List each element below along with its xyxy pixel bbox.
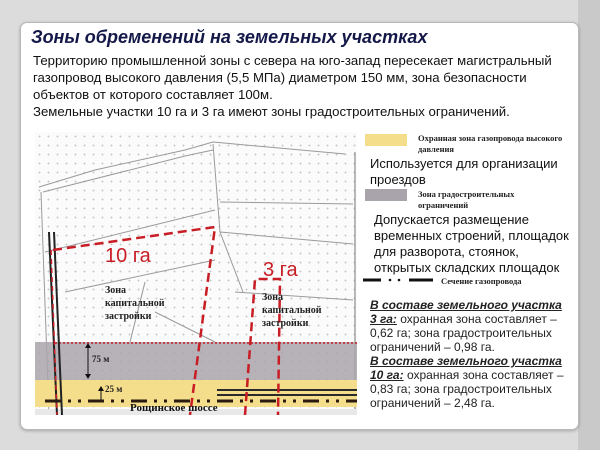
dim-75m-label: 75 м: [92, 354, 110, 364]
legend-pipeline-label: Сечение газопровода: [441, 276, 522, 286]
cadastral-map: [35, 132, 357, 415]
background-stripe: [578, 0, 600, 450]
slide-title: Зоны обременений на земельных участках: [31, 27, 428, 47]
zone-capital-small-label: Зона капитальной застройки: [262, 292, 322, 329]
info-header-10ha: В составе земельного участка: [370, 354, 562, 368]
info-plot-10ha: 10 га:: [370, 368, 404, 382]
dim-25m-label: 25 м: [105, 384, 123, 394]
info-text-3ha: охранная зона составляет – 0,62 га; зона градостроительных ограничений – 0,98 га.: [370, 312, 557, 354]
intro-paragraph: Территорию промышленной зоны с севера на юго-запад пересекает магистральный газопровод высокого давления (5,5 МПа) диаметром 150 мм, зона безопасности объектов от которого составляет 100м.: [33, 53, 552, 102]
map-drawing: [35, 132, 357, 415]
info-header-3ha: В составе земельного участка: [370, 298, 562, 312]
legend-pipeline-line-icon: [363, 277, 433, 283]
info-plot-3ha: 3 га:: [370, 312, 397, 326]
plot-10ha-label: 10 га: [105, 245, 151, 267]
zone-capital-large-label: Зона капитальной застройки: [105, 285, 165, 322]
legend-swatch-restriction-zone: [365, 189, 407, 201]
plots-paragraph: Земельные участки 10 га и 3 га имеют зоны градостроительных ограничений.: [33, 104, 510, 119]
plots-info: [370, 298, 580, 410]
legend-protection-zone-note: Используется для организации проездов: [370, 156, 558, 187]
info-text-10ha: охранная зона составляет – 0,83 га; зона градостроительных ограничений – 2,48 га.: [370, 368, 564, 410]
legend-restriction-zone-note: Допускается размещение временных строений, площадок для разворота, стоянок, открытых складских площадок: [374, 212, 569, 275]
legend-restriction-zone-label: Зона градостроительных ограничений: [418, 189, 515, 210]
legend-swatch-protection-zone: [365, 134, 407, 146]
legend-protection-zone-label: Охранная зона газопровода высокого давления: [418, 133, 563, 154]
plot-3ha-label: 3 га: [263, 259, 298, 281]
road-label: Рощинское шоссе: [130, 402, 218, 414]
